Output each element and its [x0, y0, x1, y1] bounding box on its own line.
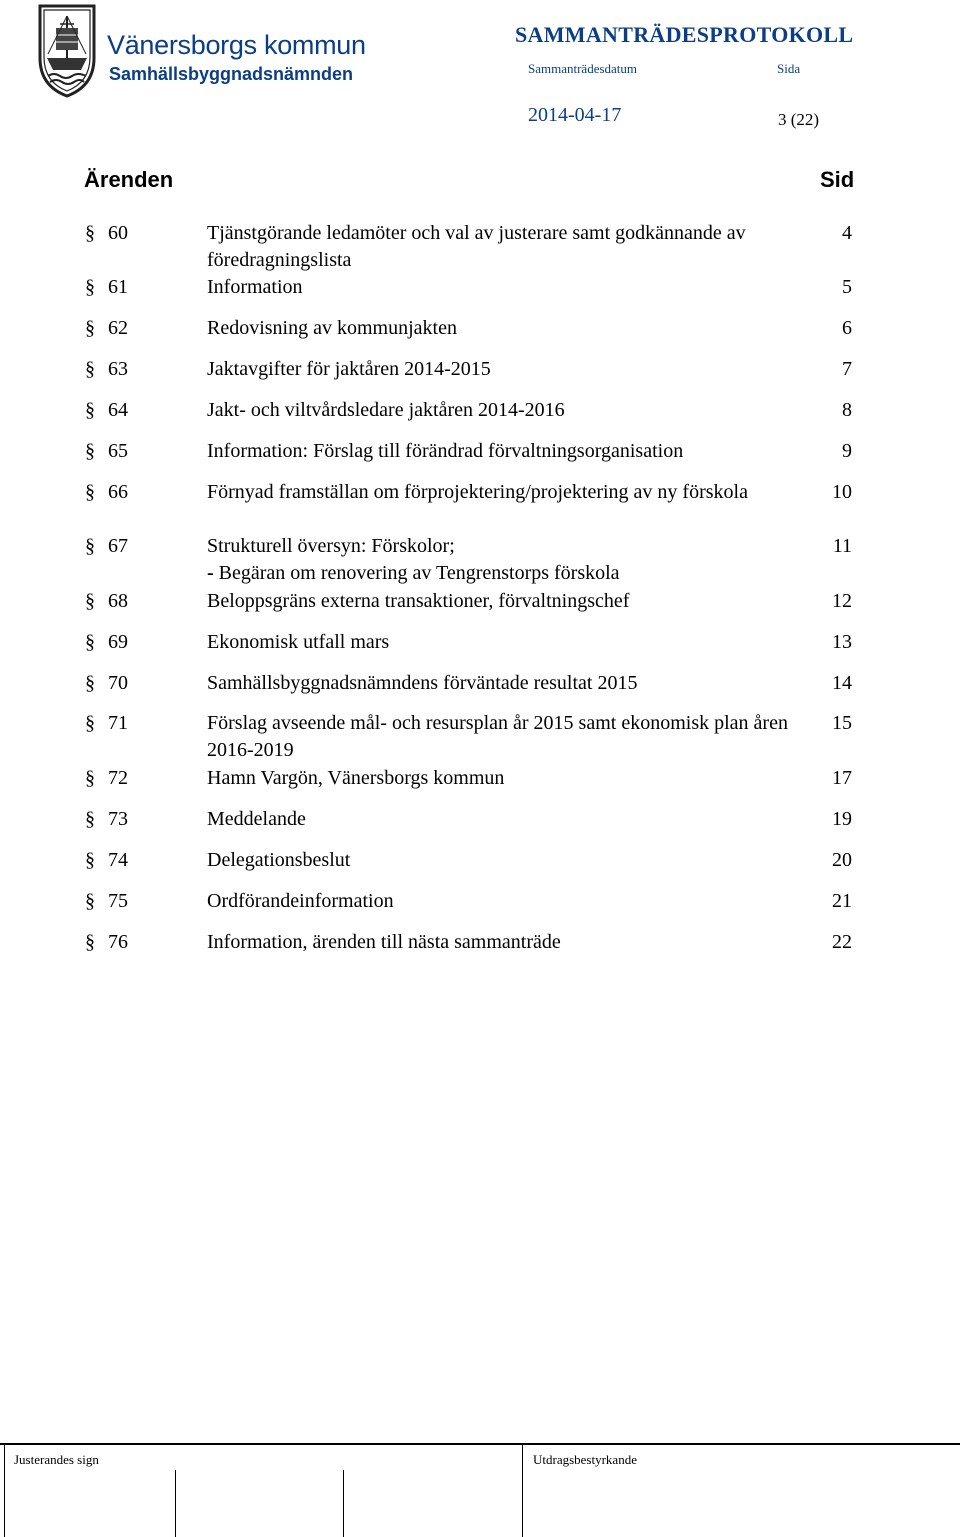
document-type: SAMMANTRÄDESPROTOKOLL — [515, 22, 854, 47]
item-number-value: 60 — [108, 222, 128, 244]
item-title: Förnyad framställan om förprojektering/projektering av ny förskola — [207, 481, 748, 503]
item-number — [85, 479, 128, 506]
item-page: 9 — [842, 440, 852, 462]
section-symbol: § — [85, 481, 95, 503]
item-number-value: 74 — [108, 849, 128, 871]
item-title: Information, ärenden till nästa sammanträde — [207, 931, 561, 953]
item-number-value: 65 — [108, 440, 128, 462]
footer-column-line — [4, 1443, 5, 1537]
item-number-value: 66 — [108, 481, 128, 503]
item-title: Förslag avseende mål- och resursplan år 2015 samt ekonomisk plan åren 2016-2019 — [207, 712, 788, 761]
item-number — [85, 274, 128, 301]
item-subtitle-text: Begäran om renovering av Tengrenstorps förskola — [213, 562, 620, 584]
signature-label: Justerandes sign — [14, 1452, 99, 1467]
item-subtitle-bullet: - — [207, 562, 214, 584]
item-number-value: 69 — [108, 631, 128, 653]
item-title: Ekonomisk utfall mars — [207, 631, 390, 653]
section-symbol: § — [85, 317, 95, 339]
footer-column-line — [175, 1470, 176, 1537]
item-title: Jakt- och viltvårdsledare jaktåren 2014-2016 — [207, 399, 565, 421]
footer-column-line — [343, 1470, 344, 1537]
section-symbol: § — [85, 399, 95, 421]
item-page: 15 — [832, 712, 852, 734]
item-number-value: 73 — [108, 808, 128, 830]
item-title: Redovisning av kommunjakten — [207, 317, 457, 339]
section-symbol: § — [85, 849, 95, 871]
item-number — [85, 315, 128, 342]
item-title: Beloppsgräns externa transaktioner, förvaltningschef — [207, 590, 630, 612]
item-page: 17 — [832, 767, 852, 789]
extract-label: Utdragsbestyrkande — [533, 1452, 637, 1467]
item-number — [85, 670, 128, 697]
item-page: 22 — [832, 931, 852, 953]
item-page: 14 — [832, 672, 852, 694]
item-title — [207, 533, 817, 587]
item-page: 5 — [842, 276, 852, 298]
item-number-value: 64 — [108, 399, 128, 421]
item-number — [85, 629, 128, 656]
item-number-value: 70 — [108, 672, 128, 694]
item-number — [85, 588, 128, 615]
item-page: 12 — [832, 590, 852, 612]
item-title: Ordförandeinformation — [207, 890, 394, 912]
item-page: 4 — [842, 222, 852, 244]
footer-divider — [0, 1443, 960, 1445]
item-number — [85, 847, 128, 874]
item-number-value: 71 — [108, 712, 128, 734]
item-page: 19 — [832, 808, 852, 830]
page-number: 3 (22) — [778, 110, 820, 129]
item-number — [85, 356, 128, 383]
item-number — [85, 397, 128, 424]
section-symbol: § — [85, 535, 95, 557]
item-number — [85, 438, 128, 465]
toc-page-heading: Sid — [820, 167, 855, 192]
section-symbol: § — [85, 276, 95, 298]
item-number — [85, 806, 128, 833]
municipality-logo — [34, 2, 100, 98]
page-label: Sida — [777, 61, 801, 76]
item-number-value: 68 — [108, 590, 128, 612]
department-name: Samhällsbyggnadsnämnden — [109, 64, 354, 84]
item-title: Samhällsbyggnadsnämndens förväntade resultat 2015 — [207, 672, 638, 694]
item-page: 8 — [842, 399, 852, 421]
item-number-value: 62 — [108, 317, 128, 339]
item-title: Information: Förslag till förändrad förvaltningsorganisation — [207, 440, 684, 462]
item-title: Delegationsbeslut — [207, 849, 351, 871]
toc-heading: Ärenden — [84, 167, 174, 192]
item-page: 10 — [832, 481, 852, 503]
item-number-value: 72 — [108, 767, 128, 789]
item-number — [85, 710, 128, 737]
item-number-value: 63 — [108, 358, 128, 380]
item-number-value: 67 — [108, 535, 128, 557]
item-page: 11 — [832, 535, 852, 557]
item-page: 6 — [842, 317, 852, 339]
section-symbol: § — [85, 931, 95, 953]
meeting-date-label: Sammanträdesdatum — [528, 61, 638, 76]
item-title-main: Strukturell översyn: Förskolor; — [207, 535, 455, 557]
item-number — [85, 765, 128, 792]
footer-column-line — [522, 1443, 523, 1537]
section-symbol: § — [85, 767, 95, 789]
item-title: Information — [207, 276, 303, 298]
item-title: Meddelande — [207, 808, 306, 830]
section-symbol: § — [85, 890, 95, 912]
item-page: 13 — [832, 631, 852, 653]
meeting-date: 2014-04-17 — [528, 104, 622, 126]
section-symbol: § — [85, 808, 95, 830]
item-page: 20 — [832, 849, 852, 871]
item-subtitle — [207, 560, 817, 587]
section-symbol: § — [85, 358, 95, 380]
item-title: Tjänstgörande ledamöter och val av justerare samt godkännande av föredragningslista — [207, 222, 746, 271]
section-symbol: § — [85, 631, 95, 653]
section-symbol: § — [85, 712, 95, 734]
item-page: 7 — [842, 358, 852, 380]
section-symbol: § — [85, 672, 95, 694]
item-title: Hamn Vargön, Vänersborgs kommun — [207, 767, 505, 789]
section-symbol: § — [85, 440, 95, 462]
organization-name: Vänersborgs kommun — [107, 30, 366, 60]
item-page: 21 — [832, 890, 852, 912]
item-number — [85, 220, 128, 247]
item-number-value: 76 — [108, 931, 128, 953]
section-symbol: § — [85, 590, 95, 612]
item-title: Jaktavgifter för jaktåren 2014-2015 — [207, 358, 491, 380]
coat-of-arms-ship-icon — [34, 2, 100, 98]
item-number — [85, 929, 128, 956]
item-number — [85, 888, 128, 915]
item-number — [85, 533, 128, 560]
item-number-value: 75 — [108, 890, 128, 912]
section-symbol: § — [85, 222, 95, 244]
item-number-value: 61 — [108, 276, 128, 298]
